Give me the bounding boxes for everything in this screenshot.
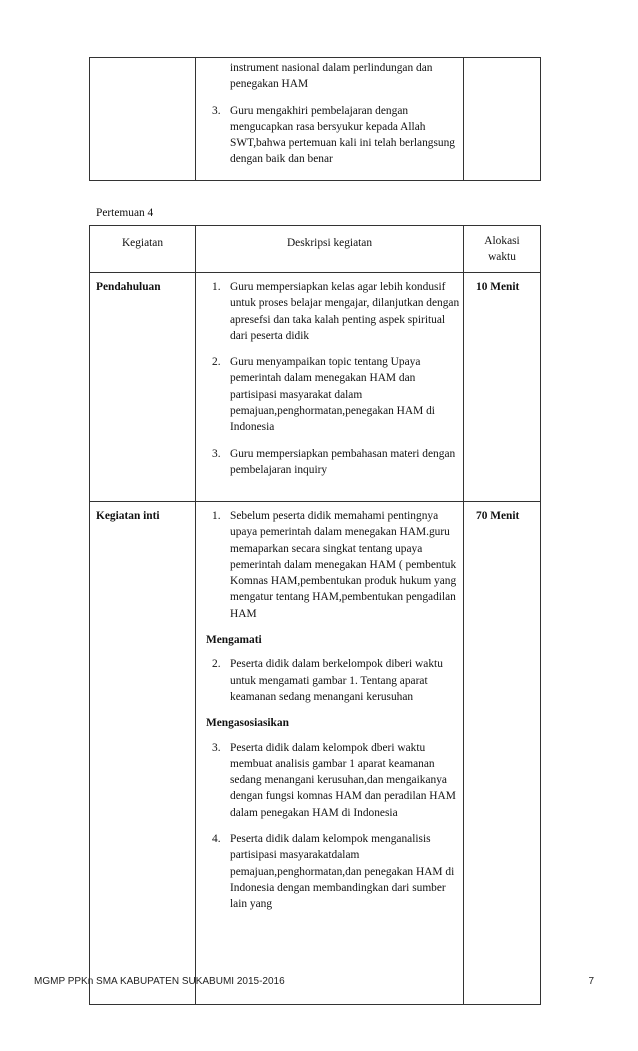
time-allocation: 10 Menit <box>464 273 541 502</box>
activity-list <box>196 656 463 705</box>
header-kegiatan: Kegiatan <box>90 226 196 273</box>
activity-list <box>196 279 463 478</box>
list-item <box>196 103 463 168</box>
description-cell <box>196 273 464 502</box>
list-number: 2. <box>212 356 221 369</box>
table-header-row <box>90 226 541 273</box>
list-number: 1. <box>212 281 221 293</box>
table-row-kegiatan-inti <box>90 502 541 1005</box>
list-number: 3. <box>212 447 221 460</box>
list-text: Guru mempersiapkan pembahasan materi dengan pembelajaran inquiry <box>230 447 456 476</box>
list-text: Guru mengakhiri pembelajaran dengan mengucapkan rasa bersyukur kepada Allah SWT,bahwa pertemuan kali ini telah berlangsung dengan baik dan benar <box>230 104 455 166</box>
section-heading-mengasosiasikan: Mengasosiasikan <box>206 717 289 730</box>
list-number: 3. <box>212 104 221 117</box>
activity-list <box>196 60 463 168</box>
header-deskripsi: Deskripsi kegiatan <box>196 226 464 273</box>
footer-text: MGMP PPKn SMA KABUPATEN SUKABUMI 2015-2016 <box>34 976 285 987</box>
list-text: Guru menyampaikan topic tentang Upaya pemerintah dalam menegakan HAM dan partisipasi masyarakat dalam pemajuan,penghormatan,penegakan HAM di Indonesia <box>230 356 435 434</box>
list-item <box>196 354 463 435</box>
section-heading-mengamati: Mengamati <box>206 634 262 647</box>
list-item <box>196 740 463 821</box>
header-alokasi <box>464 226 541 273</box>
table-row <box>90 58 541 181</box>
description-cell <box>196 58 464 181</box>
list-item <box>196 656 463 705</box>
empty-cell <box>90 58 196 181</box>
list-text: Sebelum peserta didik memahami pentingnya upaya pemerintah dalam menegakan HAM.guru memaparkan secara singkat tentang upaya pemerintah dalam menegakan HAM ( pembentuk Komnas HAM,pembentukan produk hukum yang mengatur tentang HAM,pembentukan pengadilan HAM <box>230 510 457 620</box>
time-allocation: 70 Menit <box>464 502 541 1005</box>
list-item <box>196 446 463 479</box>
description-cell <box>196 502 464 1005</box>
activity-label: Kegiatan inti <box>90 502 196 1005</box>
previous-table-continuation <box>89 57 541 181</box>
list-text: Peserta didik dalam berkelompok diberi waktu untuk mengamati gambar 1. Tentang aparat keamanan sedang menangani kerusuhan <box>230 658 443 703</box>
list-item <box>196 508 463 622</box>
page-number: 7 <box>588 976 594 987</box>
list-number: 2. <box>212 658 221 671</box>
list-number: 1. <box>212 510 221 522</box>
meeting-title: Pertemuan 4 <box>96 207 154 219</box>
list-text: Peserta didik dalam kelompok menganalisis partisipasi masyarakatdalam pemajuan,penghormatan,dan penegakan HAM di Indonesia dengan membandingkan dari sumber lain yang <box>230 833 455 911</box>
activity-list <box>196 740 463 913</box>
list-item <box>196 279 463 344</box>
list-number: 3. <box>212 741 221 754</box>
header-alokasi-line2: waktu <box>488 251 516 264</box>
meeting-4-table <box>89 225 541 1005</box>
list-text: Peserta didik dalam kelompok dberi waktu membuat analisis gambar 1 aparat keamanan sedang menangani kerusuhan,dan mengaikanya dengan fungsi komnas HAM dan peradilan HAM dalam penegakan HAM di Indonesia <box>230 741 456 819</box>
list-item <box>196 60 463 93</box>
list-item <box>196 831 463 912</box>
list-text: instrument nasional dalam perlindungan dan penegakan HAM <box>230 62 433 91</box>
table-row-pendahuluan <box>90 273 541 502</box>
list-number: 4. <box>212 833 221 846</box>
activity-list <box>196 508 463 622</box>
header-alokasi-line1: Alokasi <box>484 235 520 247</box>
empty-cell <box>464 58 541 181</box>
page-footer <box>34 974 594 990</box>
list-text: Guru mempersiapkan kelas agar lebih kondusif untuk proses belajar mengajar, dilanjutkan dengan apresefsi dan taka kalah penting aspek spiritual dari peserta didik <box>230 281 460 342</box>
activity-label: Pendahuluan <box>90 273 196 502</box>
